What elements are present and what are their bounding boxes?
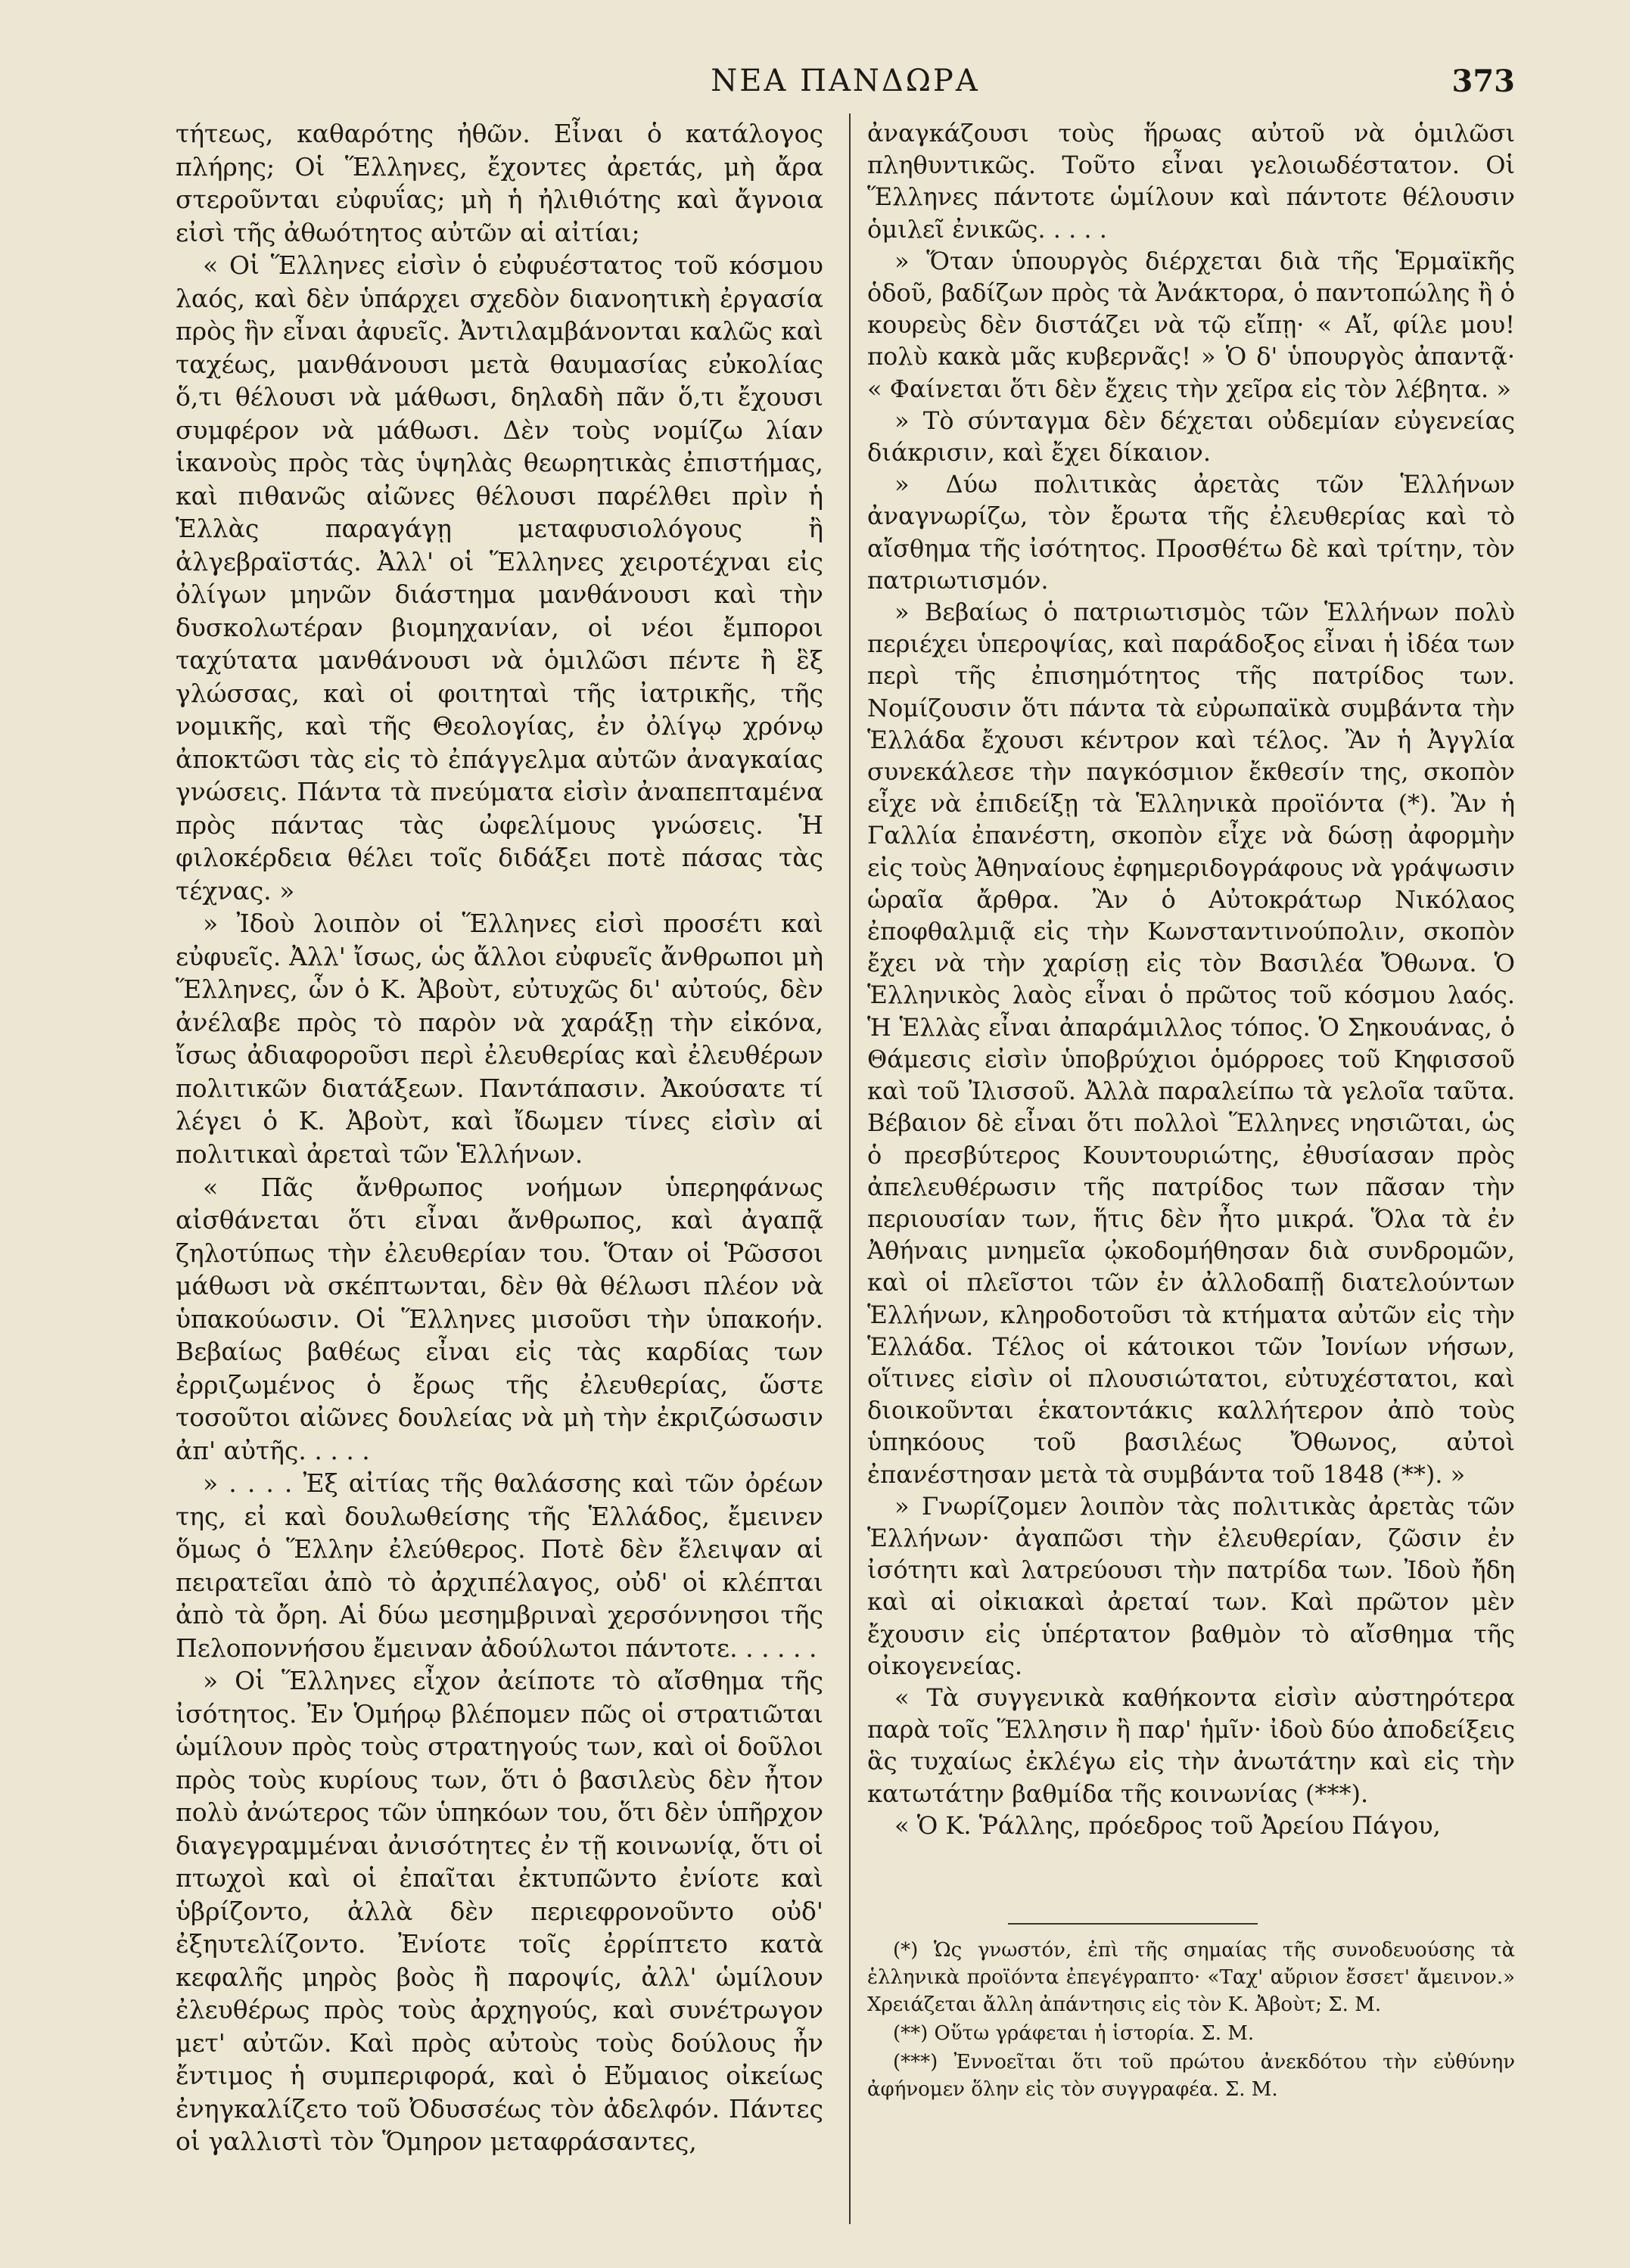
paragraph: » . . . . Ἐξ αἰτίας τῆς θαλάσσης καὶ τῶν ὀρέων της, εἰ καὶ δουλωθείσης τῆς Ἑλλάδος, ἔμεινεν ὅμως ὁ Ἕλλην ἐλεύθερος. Ποτὲ δὲν ἔλειψαν αἱ πειρατεῖαι ἀπὸ τὸ ἀρχιπέλαγος, οὐδ' οἱ κλέπται ἀπὸ τὰ ὄρη. Αἱ δύω μεσημβριναὶ χερσόννησοι τῆς Πελοποννήσου ἔμειναν ἀδούλωτοι πάντοτε. . . . . . bbox=[176, 1468, 823, 1663]
right-column bbox=[867, 117, 1515, 1841]
journal-title: ΝΕΑ ΠΑΝΔΩΡΑ bbox=[711, 64, 980, 98]
paragraph: » Βεβαίως ὁ πατριωτισμὸς τῶν Ἑλλήνων πολὺ περιέχει ὑπεροψίας, καὶ παράδοξος εἶναι ἡ ἰδέα των περὶ τῆς ἐπισημότητος τῆς πατρίδος των. Νομίζουσιν ὅτι πάντα τὰ εὐρωπαϊκὰ συμβάντα τὴν Ἑλλάδα ἔχουσι κέντρον καὶ τέλος. Ἂν ἡ Ἀγγλία συνεκάλεσε τὴν παγκόσμιον ἔκθεσίν της, σκοπὸν εἶχε νὰ ἐπιδείξῃ τὰ Ἑλληνικὰ προϊόντα (*). Ἂν ἡ Γαλλία ἐπανέστη, σκοπὸν εἶχε νὰ δώσῃ ἀφορμὴν εἰς τοὺς Ἀθηναίους ἐφημεριδογράφους νὰ γράψωσιν ὡραῖα ἄρθρα. Ἂν ὁ Αὐτοκράτωρ Νικόλαος ἐποφθαλμιᾷ εἰς τὴν Κωνσταντινούπολιν, σκοπὸν ἔχει νὰ τὴν χαρίσῃ εἰς τὸν Βασιλέα Ὄθωνα. Ὁ Ἑλληνικὸς λαὸς εἶναι ὁ πρῶτος τοῦ κόσμου λαός. Ἡ Ἑλλὰς εἶναι ἀπαράμιλλος τόπος. Ὁ Σηκουάνας, ὁ Θάμεσις εἰσὶν ὑποβρύχιοι ὁμόρροες τοῦ Κηφισσοῦ καὶ τοῦ Ἰλισσοῦ. Ἀλλὰ παραλείπω τὰ γελοῖα ταῦτα. Βέβαιον δὲ εἶναι ὅτι πολλοὶ Ἕλληνες νησιῶται, ὡς ὁ πρεσβύτερος Κουντουριώτης, ἐθυσίασαν πρὸς ἀπελευθέρωσιν τῆς πατρίδος των πᾶσαν τὴν περιουσίαν των, ἥτις δὲν ἦτο μικρά. Ὅλα τὰ ἐν Ἀθήναις μνημεῖα ᾠκοδομήθησαν διὰ συνδρομῶν, καὶ οἱ πλεῖστοι τῶν ἐν ἀλλοδαπῇ διατελούντων Ἑλλήνων, κληροδοτοῦσι τὰ κτήματα αὐτῶν εἰς τὴν Ἑλλάδα. Τέλος οἱ κάτοικοι τῶν Ἰονίων νήσων, οἵτινες εἰσὶν οἱ πλουσιώτατοι, εὐτυχέστατοι, καὶ διοικοῦνται ἑκατοντάκις καλλήτερον ἀπὸ τοὺς ὑπηκόους τοῦ βασιλέως Ὄθωνος, αὐτοὶ ἐπανέστησαν μετὰ τὰ συμβάντα τοῦ 1848 (**). » bbox=[867, 598, 1515, 1489]
paragraph: » Δύω πολιτικὰς ἀρετὰς τῶν Ἑλλήνων ἀναγνωρίζω, τὸν ἔρωτα τῆς ἐλευθερίας καὶ τὸ αἴσθημα τῆς ἰσότητος. Προσθέτω δὲ καὶ τρίτην, τὸν πατριωτισμόν. bbox=[867, 470, 1515, 595]
paragraph: » Γνωρίζομεν λοιπὸν τὰς πολιτικὰς ἀρετὰς τῶν Ἑλλήνων· ἀγαπῶσι τὴν ἐλευθερίαν, ζῶσιν ἐν ἰσότητι καὶ λατρεύουσι τὴν πατρίδα των. Ἰδοὺ ἤδη καὶ αἱ οἰκιακαὶ ἀρεταί των. Καὶ πρῶτον μὲν ἔχουσιν εἰς ὑπέρτατον βαθμὸν τὸ αἴσθημα τῆς οἰκογενείας. bbox=[867, 1491, 1515, 1680]
paragraph: » Τὸ σύνταγμα δὲν δέχεται οὐδεμίαν εὐγενείας διάκρισιν, καὶ ἔχει δίκαιον. bbox=[867, 405, 1515, 468]
paragraph: » Οἱ Ἕλληνες εἶχον ἀείποτε τὸ αἴσθημα τῆς ἰσότητος. Ἐν Ὁμήρῳ βλέπομεν πῶς οἱ στρατιῶται ὡμίλουν πρὸς τοὺς στρατηγούς των, καὶ οἱ δοῦλοι πρὸς τοὺς κυρίους των, ὅτι ὁ βασιλεὺς δὲν ἦτον πολὺ ἀνώτερος τῶν ὑπηκόων του, ὅτι δὲν ὑπῆρχον διαγεγραμμέναι ἀνισότητες ἐν τῇ κοινωνίᾳ, ὅτι οἱ πτωχοὶ καὶ οἱ ἐπαῖται ἐκτυπῶντο ἐνίοτε καὶ ὑβρίζοντο, ἀλλὰ δὲν περιεφρονοῦντο οὐδ' ἐξηυτελίζοντο. Ἐνίοτε τοῖς ἐρρίπτετο κατὰ κεφαλῆς μηρὸς βοὸς ἢ παροψίς, ἀλλ' ὡμίλουν ἐλευθέρως πρὸς τοὺς ἀρχηγούς, καὶ συνέτρωγον μετ' αὐτῶν. Καὶ πρὸς αὐτοὺς τοὺς δούλους ἦν ἔντιμος ἡ συμπεριφορά, καὶ ὁ Εὔμαιος οἰκείως ἐνηγκαλίζετο τοῦ Ὀδυσσέως τὸν ἀδελφόν. Πάντες οἱ γαλλιστὶ τὸν Ὅμηρον μεταφράσαντες, bbox=[176, 1666, 823, 2157]
running-head bbox=[176, 64, 1515, 101]
left-column bbox=[176, 117, 823, 2158]
footnotes bbox=[867, 1937, 1515, 2105]
paragraph: « Τὰ συγγενικὰ καθήκοντα εἰσὶν αὐστηρότερα παρὰ τοῖς Ἕλλησιν ἢ παρ' ἡμῖν· ἰδοὺ δύο ἀποδείξεις ἃς τυχαίως ἐκλέγω εἰς τὴν ἀνωτάτην καὶ εἰς τὴν κατωτάτην βαθμίδα τῆς κοινωνίας (***). bbox=[867, 1682, 1515, 1808]
paragraph: ἀναγκάζουσι τοὺς ἥρωας αὐτοῦ νὰ ὁμιλῶσι πληθυντικῶς. Τοῦτο εἶναι γελοιωδέστατον. Οἱ Ἕλληνες πάντοτε ὡμίλουν καὶ πάντοτε θέλουσιν ὁμιλεῖ ἐνικῶς. . . . . bbox=[867, 119, 1515, 244]
page-number: 373 bbox=[1451, 64, 1515, 99]
paragraph: » Ἰδοὺ λοιπὸν οἱ Ἕλληνες εἰσὶ προσέτι καὶ εὐφυεῖς. Ἀλλ' ἴσως, ὡς ἄλλοι εὐφυεῖς ἄνθρωποι μὴ Ἕλληνες, ὧν ὁ Κ. Ἀβοὺτ, εὐτυχῶς δι' αὐτούς, δὲν ἀνέλαβε πρὸς τὸ παρὸν νὰ χαράξῃ τὴν εἰκόνα, ἴσως ἀδιαφοροῦσι περὶ ἐλευθερίας καὶ ἐλευθέρων πολιτικῶν διατάξεων. Παντάπασιν. Ἀκούσατε τί λέγει ὁ Κ. Ἀβοὺτ, καὶ ἴδωμεν τίνες εἰσὶν αἱ πολιτικαὶ ἀρεταὶ τῶν Ἑλλήνων. bbox=[176, 909, 823, 1169]
footnote: (**) Οὕτω γράφεται ἡ ἱστορία. Σ. Μ. bbox=[893, 2022, 1255, 2045]
footnote: (*) Ὡς γνωστόν, ἐπὶ τῆς σημαίας τῆς συνοδευούσης τὰ ἑλληνικὰ προϊόντα ἐπεγέγραπτο· «Ταχ' αὔριον ἔσσετ' ἄμεινον.» Χρειάζεται ἄλλη ἀπάντησις εἰς τὸν Κ. Ἀβοὺτ; Σ. Μ. bbox=[867, 1939, 1515, 2016]
footnote-separator bbox=[1008, 1923, 1258, 1925]
paragraph: » Ὅταν ὑπουργὸς διέρχεται διὰ τῆς Ἑρμαϊκῆς ὁδοῦ, βαδίζων πρὸς τὰ Ἀνάκτορα, ὁ παντοπώλης ἢ ὁ κουρεὺς δὲν διστάζει νὰ τῷ εἴπῃ· « Αἴ, φίλε μου! πολὺ κακὰ μᾶς κυβερνᾶς! » Ὁ δ' ὑπουργὸς ἀπαντᾷ· « Φαίνεται ὅτι δὲν ἔχεις τὴν χεῖρα εἰς τὸν λέβητα. » bbox=[867, 246, 1515, 403]
paragraph: « Πᾶς ἄνθρωπος νοήμων ὑπερηφάνως αἰσθάνεται ὅτι εἶναι ἄνθρωπος, καὶ ἀγαπᾷ ζηλοτύπως τὴν ἐλευθερίαν του. Ὅταν οἱ Ῥῶσσοι μάθωσι νὰ σκέπτωνται, δὲν θὰ θέλωσι πλέον νὰ ὑπακούωσιν. Οἱ Ἕλληνες μισοῦσι τὴν ὑπακοήν. Βεβαίως βαθέως εἶναι εἰς τὰς καρδίας των ἐρριζωμένος ὁ ἔρως τῆς ἐλευθερίας, ὥστε τοσοῦτοι αἰῶνες δουλείας νὰ μὴ τὴν ἐκριζώσωσιν ἀπ' αὐτῆς. . . . . bbox=[176, 1172, 823, 1465]
paragraph: « Οἱ Ἕλληνες εἰσὶν ὁ εὐφυέστατος τοῦ κόσμου λαός, καὶ δὲν ὑπάρχει σχεδὸν διανοητικὴ ἐργασία πρὸς ἣν εἶναι ἀφυεῖς. Ἀντιλαμβάνονται καλῶς καὶ ταχέως, μανθάνουσι μετὰ θαυμασίας εὐκολίας ὅ,τι θέλουσι νὰ μάθωσι, δηλαδὴ πᾶν ὅ,τι ἔχουσι συμφέρον νὰ μάθωσι. Δὲν τοὺς νομίζω λίαν ἱκανοὺς πρὸς τὰς ὑψηλὰς θεωρητικὰς ἐπιστήμας, καὶ πιθανῶς αἰῶνες θέλουσι παρέλθει πρὶν ἡ Ἑλλὰς παραγάγῃ μεταφυσιολόγους ἢ ἀλγεβραϊστάς. Ἀλλ' οἱ Ἕλληνες χειροτέχναι εἰς ὀλίγων μηνῶν διάστημα μανθάνουσι καὶ τὴν δυσκολωτέραν βιομηχανίαν, οἱ νέοι ἔμποροι ταχύτατα μανθάνουσι νὰ ὁμιλῶσι πέντε ἢ ἓξ γλώσσας, καὶ οἱ φοιτηταὶ τῆς ἰατρικῆς, τῆς νομικῆς, καὶ τῆς Θεολογίας, ἐν ὀλίγῳ χρόνῳ ἀποκτῶσι τὰς εἰς τὸ ἐπάγγελμα αὐτῶν ἀναγκαίας γνώσεις. Πάντα τὰ πνεύματα εἰσὶν ἀναπεπταμένα πρὸς πάντας τὰς ὠφελίμους γνώσεις. Ἡ φιλοκέρδεια θέλει τοῖς διδάξει ποτὲ πάσας τὰς τέχνας. » bbox=[176, 250, 823, 906]
paragraph: « Ὁ Κ. Ῥάλλης, πρόεδρος τοῦ Ἀρείου Πάγου, bbox=[894, 1810, 1441, 1840]
column-divider bbox=[849, 113, 851, 2224]
paragraph: τήτεως, καθαρότης ἠθῶν. Εἶναι ὁ κατάλογος πλήρης; Οἱ Ἕλληνες, ἔχοντες ἀρετάς, μὴ ἄρα στεροῦνται εὐφυΐας; μὴ ἡ ἠλιθιότης καὶ ἄγνοια εἰσὶ τῆς ἀθωότητος αὐτῶν αἱ αἰτίαι; bbox=[176, 119, 823, 247]
footnote: (***) Ἐννοεῖται ὅτι τοῦ πρώτου ἀνεκδότου τὴν εὐθύνην ἀφήνομεν ὅλην εἰς τὸν συγγραφέα. Σ. Μ. bbox=[867, 2051, 1515, 2101]
